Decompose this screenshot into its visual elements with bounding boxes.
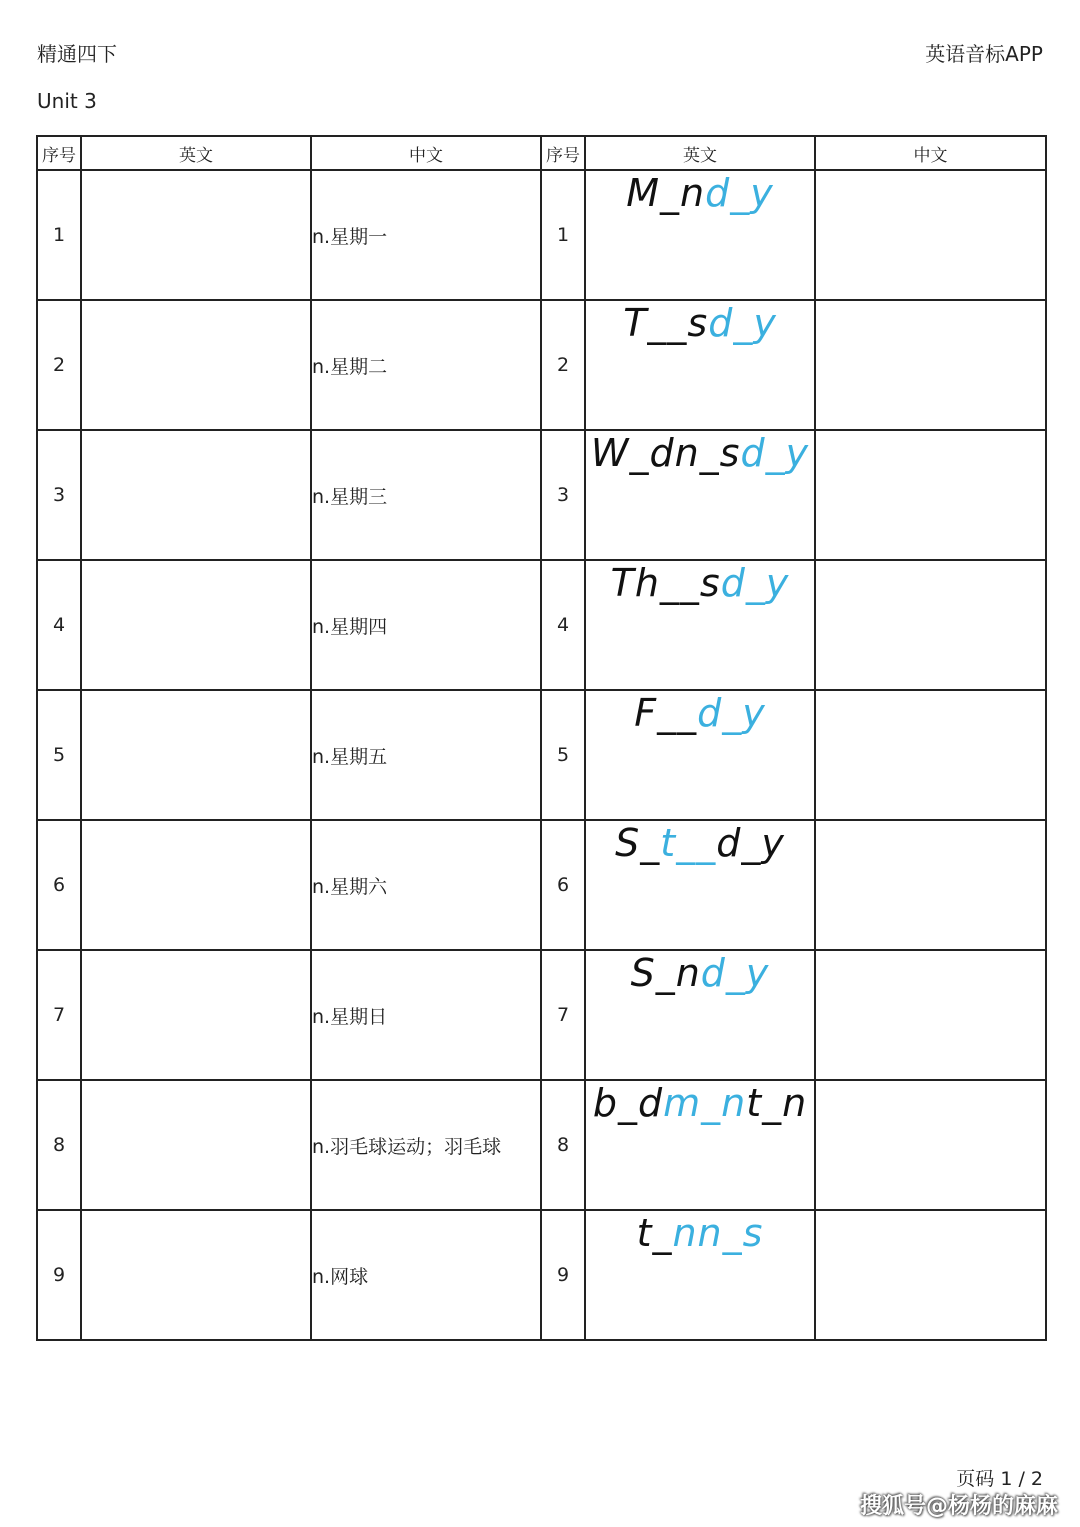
column-header-english: 英文 <box>585 136 815 170</box>
english-answer-cell[interactable] <box>81 300 311 430</box>
row-number: 2 <box>541 300 585 430</box>
chinese-answer-cell[interactable] <box>815 560 1046 690</box>
row-number: 6 <box>37 820 81 950</box>
chinese-meaning: n.星期三 <box>311 430 541 560</box>
chinese-answer-cell[interactable] <box>815 690 1046 820</box>
spelling-exercise <box>585 1210 815 1340</box>
word-part-highlighted: d_y <box>705 171 774 215</box>
watermark: 搜狐号@杨杨的麻麻 <box>859 1494 1058 1519</box>
row-number: 2 <box>37 300 81 430</box>
english-answer-cell[interactable] <box>81 430 311 560</box>
spelling-exercise <box>585 560 815 690</box>
spelling-exercise <box>585 820 815 950</box>
word-part: S_ <box>615 821 661 865</box>
column-header-index: 序号 <box>37 136 81 170</box>
row-number: 8 <box>37 1080 81 1210</box>
row-number: 5 <box>37 690 81 820</box>
page-number: 页码 1 / 2 <box>956 1468 1043 1490</box>
word-part-highlighted: d_y <box>697 691 766 735</box>
chinese-meaning: n.星期四 <box>311 560 541 690</box>
word-part: t_n <box>746 1081 808 1125</box>
spelling-exercise <box>585 170 815 300</box>
unit-label: Unit 3 <box>37 89 97 113</box>
chinese-answer-cell[interactable] <box>815 170 1046 300</box>
column-header-english: 英文 <box>81 136 311 170</box>
chinese-answer-cell[interactable] <box>815 430 1046 560</box>
word-part-highlighted: d_y <box>740 431 810 475</box>
chinese-meaning: n.星期六 <box>311 820 541 950</box>
table-row <box>37 950 1046 1080</box>
english-answer-cell[interactable] <box>81 1080 311 1210</box>
word-part: b_d <box>592 1081 664 1125</box>
table-row <box>37 300 1046 430</box>
row-number: 7 <box>541 950 585 1080</box>
table-row <box>37 560 1046 690</box>
row-number: 1 <box>37 170 81 300</box>
row-number: 1 <box>541 170 585 300</box>
vocabulary-table <box>36 135 1047 1341</box>
spelling-exercise <box>585 1080 815 1210</box>
word-part-highlighted: d_y <box>708 301 777 345</box>
word-part: W_dn_s <box>590 431 741 475</box>
table-row <box>37 690 1046 820</box>
app-name: 英语音标APP <box>925 42 1043 66</box>
table-row <box>37 170 1046 300</box>
english-answer-cell[interactable] <box>81 170 311 300</box>
row-number: 3 <box>37 430 81 560</box>
chinese-meaning: n.星期二 <box>311 300 541 430</box>
word-part-highlighted: nn_s <box>672 1211 764 1255</box>
spelling-exercise <box>585 430 815 560</box>
chinese-meaning: n.羽毛球运动；羽毛球 <box>311 1080 541 1210</box>
column-header-index: 序号 <box>541 136 585 170</box>
row-number: 6 <box>541 820 585 950</box>
table-header-row <box>37 136 1046 170</box>
row-number: 4 <box>541 560 585 690</box>
table-body <box>37 170 1046 1340</box>
row-number: 7 <box>37 950 81 1080</box>
english-answer-cell[interactable] <box>81 560 311 690</box>
table-row <box>37 820 1046 950</box>
document-title: 精通四下 <box>37 42 117 66</box>
chinese-answer-cell[interactable] <box>815 1210 1046 1340</box>
row-number: 9 <box>37 1210 81 1340</box>
word-part-highlighted: t__ <box>660 821 717 865</box>
word-part: d_y <box>716 821 785 865</box>
chinese-meaning: n.星期日 <box>311 950 541 1080</box>
row-number: 5 <box>541 690 585 820</box>
word-part: F__ <box>634 691 698 735</box>
table-row <box>37 1080 1046 1210</box>
chinese-answer-cell[interactable] <box>815 300 1046 430</box>
chinese-answer-cell[interactable] <box>815 820 1046 950</box>
spelling-exercise <box>585 300 815 430</box>
row-number: 4 <box>37 560 81 690</box>
chinese-meaning: n.星期五 <box>311 690 541 820</box>
english-answer-cell[interactable] <box>81 950 311 1080</box>
word-part: M_n <box>626 171 706 215</box>
chinese-answer-cell[interactable] <box>815 1080 1046 1210</box>
column-header-chinese: 中文 <box>815 136 1046 170</box>
table-row <box>37 430 1046 560</box>
word-part: T__s <box>623 301 709 345</box>
spelling-exercise <box>585 950 815 1080</box>
chinese-meaning: n.星期一 <box>311 170 541 300</box>
word-part-highlighted: m_n <box>663 1081 747 1125</box>
chinese-answer-cell[interactable] <box>815 950 1046 1080</box>
row-number: 9 <box>541 1210 585 1340</box>
word-part-highlighted: d_y <box>700 951 770 995</box>
column-header-chinese: 中文 <box>311 136 541 170</box>
word-part-highlighted: d_y <box>720 561 790 605</box>
english-answer-cell[interactable] <box>81 1210 311 1340</box>
english-answer-cell[interactable] <box>81 690 311 820</box>
table-row <box>37 1210 1046 1340</box>
word-part: t_ <box>636 1211 673 1255</box>
row-number: 8 <box>541 1080 585 1210</box>
row-number: 3 <box>541 430 585 560</box>
word-part: S_n <box>630 951 701 995</box>
word-part: Th__s <box>610 561 721 605</box>
spelling-exercise <box>585 690 815 820</box>
english-answer-cell[interactable] <box>81 820 311 950</box>
chinese-meaning: n.网球 <box>311 1210 541 1340</box>
